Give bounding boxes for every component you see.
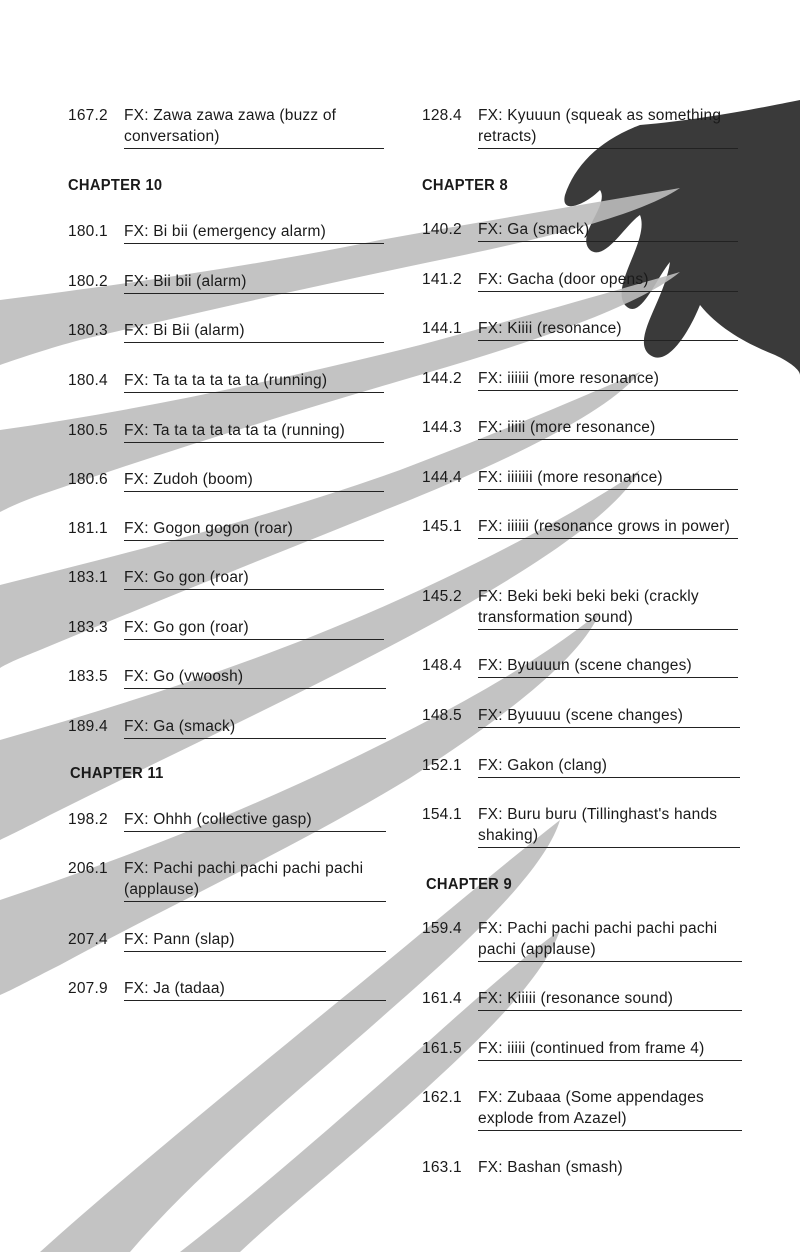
fx-translation: FX: Gakon (clang) [478,755,740,778]
fx-entry [68,271,384,294]
chapter-heading: CHAPTER 11 [70,765,164,782]
fx-entry [422,1157,742,1179]
fx-translation: FX: Zawa zawa zawa (buzz of conversation) [124,105,384,149]
fx-translation: FX: Pachi pachi pachi pachi pachi pachi (applause) [478,918,742,962]
page-reference: 159.4 [422,920,462,937]
fx-entry [68,716,386,739]
page-reference: 183.1 [68,569,108,586]
page-reference: 183.3 [68,619,108,636]
chapter-heading: CHAPTER 8 [422,177,508,194]
page-reference: 180.2 [68,273,108,290]
page-reference: 145.2 [422,588,462,605]
fx-entry [68,858,386,902]
fx-entry [68,666,386,689]
fx-translation: FX: iiiiii (resonance grows in power) [478,516,738,539]
fx-translation: FX: Byuuuu (scene changes) [478,705,740,728]
fx-entry [68,221,384,244]
page-reference: 207.4 [68,931,108,948]
fx-entry [422,105,738,149]
fx-entry [422,804,740,848]
page-reference: 180.3 [68,322,108,339]
page-reference: 189.4 [68,718,108,735]
page-reference: 144.2 [422,370,462,387]
fx-entry [68,929,386,952]
fx-translation: FX: Ja (tadaa) [124,978,386,1001]
page-reference: 180.5 [68,422,108,439]
fx-entry [68,567,384,590]
fx-entry [422,467,738,490]
fx-entry [422,1038,742,1061]
fx-translation: FX: Kiiiii (resonance sound) [478,988,742,1011]
fx-translation: FX: Zudoh (boom) [124,469,384,492]
page-reference: 183.5 [68,668,108,685]
fx-translation: FX: Kiiii (resonance) [478,318,738,341]
fx-translation: FX: iiiiii (more resonance) [478,368,738,391]
fx-translation: FX: Bi bii (emergency alarm) [124,221,384,244]
fx-entry [68,978,386,1001]
fx-translation: FX: iiiiiii (more resonance) [478,467,738,490]
fx-entry [68,370,384,393]
page-reference: 207.9 [68,980,108,997]
fx-entry [422,705,740,728]
fx-entry [68,105,384,149]
fx-translation: FX: Ohhh (collective gasp) [124,809,386,832]
fx-translation: FX: Go (vwoosh) [124,666,386,689]
fx-entry [422,918,742,962]
fx-entry [422,988,742,1011]
page-reference: 167.2 [68,107,108,124]
fx-translation: FX: Bi Bii (alarm) [124,320,384,343]
page-reference: 148.4 [422,657,462,674]
fx-translation: FX: Kyuuun (squeak as something retracts) [478,105,738,149]
fx-translation: FX: Go gon (roar) [124,617,384,640]
fx-translation: FX: iiiii (more resonance) [478,417,738,440]
page-reference: 161.5 [422,1040,462,1057]
fx-entry [422,269,738,292]
fx-entry [68,809,386,832]
fx-translation: FX: Zubaaa (Some appendages explode from Azazel) [478,1087,742,1131]
fx-entry [422,318,738,341]
fx-entry [422,368,738,391]
fx-entry [68,617,384,640]
fx-translation: FX: Ta ta ta ta ta ta (running) [124,370,384,393]
fx-entry [422,586,738,630]
fx-entry [68,320,384,343]
fx-translation: FX: Gogon gogon (roar) [124,518,384,541]
chapter-heading: CHAPTER 9 [426,876,512,893]
fx-translation: FX: Ga (smack) [478,219,738,242]
page-reference: 163.1 [422,1159,462,1176]
fx-entry [422,1087,742,1131]
fx-translation: FX: Buru buru (Tillinghast's hands shaking) [478,804,740,848]
page-reference: 180.1 [68,223,108,240]
fx-translation: FX: Ta ta ta ta ta ta ta (running) [124,420,384,443]
fx-entry [68,420,384,443]
page-reference: 154.1 [422,806,462,823]
page-reference: 180.4 [68,372,108,389]
page-reference: 144.1 [422,320,462,337]
fx-translation: FX: Pann (slap) [124,929,386,952]
page-reference: 128.4 [422,107,462,124]
page-reference: 198.2 [68,811,108,828]
fx-entry [68,518,384,541]
page-reference: 140.2 [422,221,462,238]
fx-translation: FX: Byuuuun (scene changes) [478,655,738,678]
fx-translation: FX: Beki beki beki beki (crackly transformation sound) [478,586,738,630]
page-reference: 152.1 [422,757,462,774]
fx-translation: FX: Pachi pachi pachi pachi pachi (applause) [124,858,386,902]
fx-translation: FX: iiiii (continued from frame 4) [478,1038,742,1061]
page-reference: 181.1 [68,520,108,537]
fx-entry [422,219,738,242]
fx-translation: FX: Bashan (smash) [478,1159,623,1176]
fx-entry [422,755,740,778]
fx-entry [68,469,384,492]
page-reference: 141.2 [422,271,462,288]
fx-translation: FX: Go gon (roar) [124,567,384,590]
page-reference: 144.4 [422,469,462,486]
fx-translation: FX: Ga (smack) [124,716,386,739]
page-reference: 144.3 [422,419,462,436]
fx-entry [422,655,738,678]
fx-entry [422,516,738,539]
page-reference: 180.6 [68,471,108,488]
page-reference: 206.1 [68,860,108,877]
page-reference: 148.5 [422,707,462,724]
page-reference: 161.4 [422,990,462,1007]
page-reference: 145.1 [422,518,462,535]
fx-entry [422,417,738,440]
fx-translation: FX: Bii bii (alarm) [124,271,384,294]
chapter-heading: CHAPTER 10 [68,177,163,194]
page-reference: 162.1 [422,1089,462,1106]
fx-translation: FX: Gacha (door opens) [478,269,738,292]
